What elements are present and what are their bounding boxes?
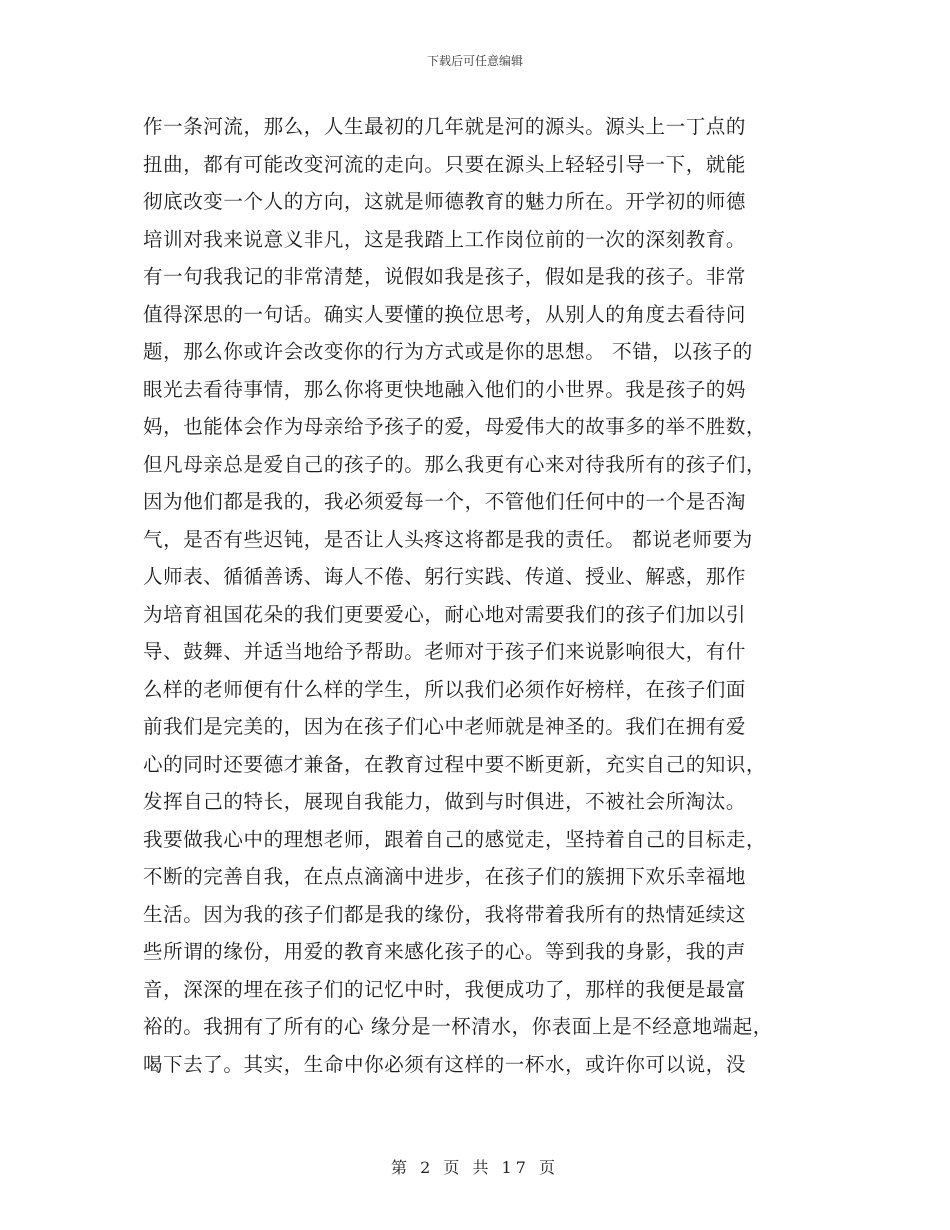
- text-line: 培训对我来说意义非凡，这是我踏上工作岗位前的一次的深刻教育。: [143, 227, 747, 251]
- body-text: [143, 108, 823, 1083]
- text-line: 音，深深的埋在孩子们的记忆中时，我便成功了，那样的我便是最富: [143, 977, 747, 1001]
- text-line: 裕的。我拥有了所有的心 缘分是一杯清水，你表面上是不经意地端起，: [143, 1015, 773, 1038]
- header-note: 下载后可任意编辑: [426, 54, 523, 68]
- text-line: 人师表、循循善诱、诲人不倦、躬行实践、传道、授业、解惑，那作: [143, 565, 747, 588]
- text-line: 生活。因为我的孩子们都是我的缘份，我将带着我所有的热情延续这: [143, 902, 747, 926]
- text-line: 妈，也能体会作为母亲给予孩子的爱，母爱伟大的故事多的举不胜数，: [143, 415, 767, 438]
- text-line: 心的同时还要德才兼备，在教育过程中要不断更新，充实自己的知识，: [143, 752, 767, 776]
- text-line: 气，是否有些迟钝，是否让人头疼这将都是我的责任。 都说老师要为: [143, 527, 753, 551]
- text-line: 扭曲，都有可能改变河流的走向。只要在源头上轻轻引导一下，就能: [143, 152, 747, 176]
- text-line: 有一句我我记的非常清楚，说假如我是孩子，假如是我的孩子。非常: [143, 265, 747, 288]
- text-line: 眼光去看待事情，那么你将更快地融入他们的小世界。我是孩子的妈: [143, 377, 747, 401]
- text-line: 我要做我心中的理想老师，跟着自己的感觉走，坚持着自己的目标走，: [143, 827, 767, 851]
- page-number-footer: 第 2 页 共 17 页: [391, 1158, 559, 1177]
- text-line: 喝下去了。其实，生命中你必须有这样的一杯水，或许你可以说，没: [143, 1052, 747, 1076]
- text-line: 值得深思的一句话。确实人要懂的换位思考，从别人的角度去看待问: [143, 302, 747, 326]
- text-line: 但凡母亲总是爱自己的孩子的。那么我更有心来对待我所有的孩子们，: [143, 452, 767, 476]
- text-line: 作一条河流，那么，人生最初的几年就是河的源头。源头上一丁点的: [143, 115, 747, 138]
- text-line: 不断的完善自我，在点点滴滴中进步，在孩子们的簇拥下欢乐幸福地: [143, 865, 747, 888]
- text-line: 发挥自己的特长，展现自我能力，做到与时俱进，不被社会所淘汰。: [143, 790, 747, 813]
- text-line: 彻底改变一个人的方向，这就是师德教育的魅力所在。开学初的师德: [143, 190, 747, 213]
- text-line: 题，那么你或许会改变你的行为方式或是你的思想。 不错，以孩子的: [143, 340, 753, 363]
- text-line: 些所谓的缘份，用爱的教育来感化孩子的心。等到我的身影，我的声: [143, 940, 747, 963]
- text-line: 因为他们都是我的，我必须爱每一个，不管他们任何中的一个是否淘: [143, 490, 747, 513]
- text-line: 么样的老师便有什么样的学生，所以我们必须作好榜样，在孩子们面: [143, 677, 747, 701]
- text-line: 为培育祖国花朵的我们更要爱心，耐心地对需要我们的孩子们加以引: [143, 602, 747, 626]
- text-line: 前我们是完美的，因为在孩子们心中老师就是神圣的。我们在拥有爱: [143, 715, 747, 738]
- text-line: 导、鼓舞、并适当地给予帮助。老师对于孩子们来说影响很大，有什: [143, 640, 747, 663]
